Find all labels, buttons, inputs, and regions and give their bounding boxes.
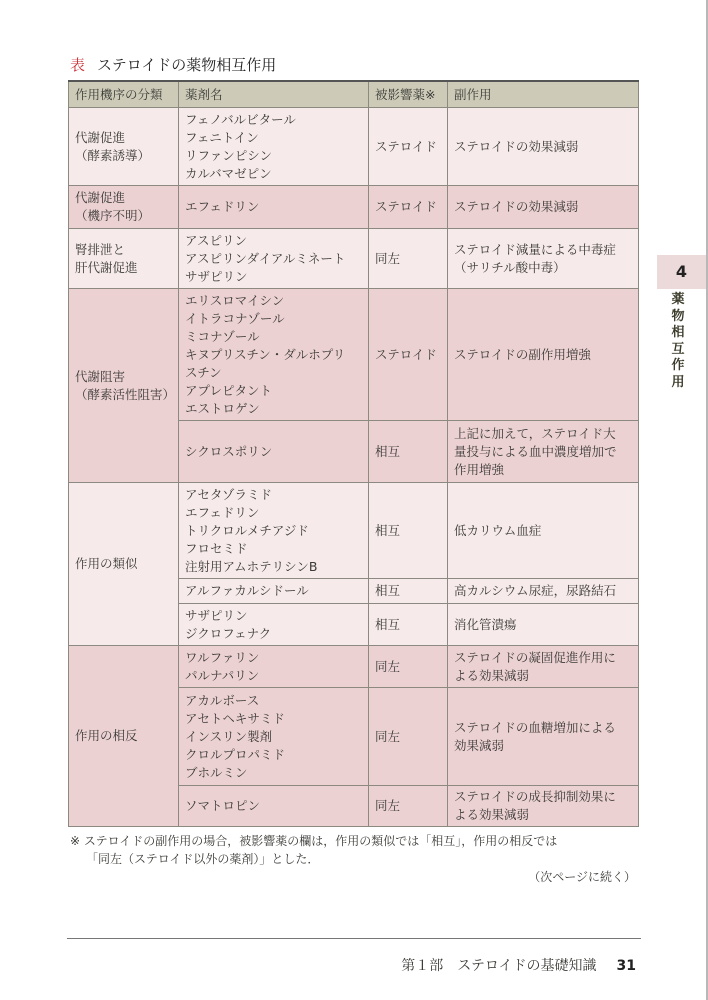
drug-name: アセタゾラミド	[185, 486, 273, 502]
drug-interaction-table	[68, 80, 639, 827]
drug-name: アスピリン	[185, 232, 248, 248]
affected-drug-cell: ステロイド	[369, 186, 448, 229]
drug-cell	[179, 483, 369, 579]
tab-char: 互	[671, 341, 685, 357]
drug-name: ワルファリン	[185, 649, 260, 665]
affected-drug-cell: 同左	[369, 688, 448, 786]
mechanism-line: 肝代謝促進	[75, 259, 138, 275]
page-number: 31	[616, 958, 636, 974]
drug-name: フロセミド	[185, 540, 248, 556]
mechanism-cell	[69, 108, 179, 186]
drug-name: アスピリンダイアルミネート	[185, 250, 346, 266]
header-effect: 副作用	[448, 81, 639, 108]
drug-name: パルナパリン	[185, 667, 260, 683]
side-effect-cell	[448, 579, 639, 604]
side-effect-cell	[448, 786, 639, 827]
affected-drug-cell: 同左	[369, 786, 448, 827]
side-effect-line: （サリチル酸中毒）	[454, 259, 566, 275]
affected-drug-cell: 同左	[369, 646, 448, 688]
mechanism-cell	[69, 646, 179, 827]
mechanism-cell	[69, 229, 179, 289]
mechanism-line: 腎排泄と	[75, 241, 126, 257]
header-drug: 薬剤名	[179, 81, 369, 108]
side-effect-line: 上記に加えて，ステロイド大	[454, 425, 616, 441]
drug-cell	[179, 688, 369, 786]
affected-drug-cell: 同左	[369, 229, 448, 289]
table-row	[69, 186, 639, 229]
drug-cell	[179, 229, 369, 289]
drug-cell	[179, 786, 369, 827]
side-effect-cell	[448, 186, 639, 229]
drug-name: エリスロマイシン	[185, 292, 285, 308]
drug-name: リファンピシン	[185, 147, 272, 163]
drug-cell	[179, 421, 369, 483]
footnote-line-1: ※ ステロイドの副作用の場合，被影響薬の欄は，作用の類似では「相互」，作用の相反では	[70, 834, 558, 848]
side-effect-line: 低カリウム血症	[454, 522, 542, 538]
drug-name: ソマトロピン	[185, 798, 261, 813]
footnote	[70, 832, 640, 868]
drug-name: サザピリン	[185, 607, 248, 623]
drug-name: アルファカルシドール	[185, 583, 309, 598]
side-effect-line: 消化管潰瘍	[454, 616, 517, 632]
drug-name: 注射用アムホテリシンB	[185, 558, 318, 574]
side-effect-cell	[448, 421, 639, 483]
drug-name: ジクロフェナク	[185, 625, 272, 641]
mechanism-line: 代謝促進	[75, 190, 126, 205]
side-effect-line: ステロイドの効果減弱	[454, 138, 579, 154]
side-effect-line: ステロイドの成長抑制効果に	[454, 789, 616, 804]
drug-name: ミコナゾール	[185, 328, 260, 344]
footnote-line-2: 「同左（ステロイド以外の薬剤）」とした．	[86, 852, 320, 866]
drug-cell	[179, 579, 369, 604]
side-effect-line: ステロイド減量による中毒症	[454, 241, 616, 257]
drug-name: アプレピタント	[185, 382, 273, 398]
table-row	[69, 646, 639, 688]
tab-char: 相	[671, 325, 685, 340]
side-effect-line: ステロイドの凝固促進作用に	[454, 649, 616, 665]
mechanism-line: （酵素活性阻害）	[75, 386, 176, 402]
side-effect-cell	[448, 688, 639, 786]
drug-name: トリクロルメチアジド	[185, 522, 309, 538]
tab-char: 作	[671, 358, 685, 373]
side-effect-line: 高カルシウム尿症，尿路結石	[454, 583, 617, 598]
drug-name: エフェドリン	[185, 504, 260, 520]
table-header-row	[69, 81, 639, 108]
drug-name: クロルプロパミド	[185, 746, 286, 762]
mechanism-line: （酵素誘導）	[75, 147, 151, 163]
drug-name: アセトヘキサミド	[185, 710, 285, 726]
mechanism-line: （機序不明）	[75, 208, 151, 223]
continued-label: （次ページに続く）	[528, 870, 636, 884]
drug-cell	[179, 646, 369, 688]
side-effect-line: 作用増強	[454, 461, 505, 477]
mechanism-cell	[69, 289, 179, 483]
mechanism-text: 作用の相反	[75, 728, 138, 743]
drug-name: フェニトイン	[185, 129, 259, 145]
header-affected: 被影響薬※	[369, 81, 448, 108]
side-effect-cell	[448, 108, 639, 186]
table-mark: 表	[70, 56, 86, 74]
side-effect-line: ステロイドの副作用増強	[454, 346, 591, 362]
table-title-text: ステロイドの薬物相互作用	[97, 56, 277, 74]
header-mechanism: 作用機序の分類	[69, 81, 179, 108]
chapter-tab-number: 4	[657, 255, 706, 289]
affected-drug-cell: ステロイド	[369, 289, 448, 421]
drug-name: サザピリン	[185, 268, 248, 284]
tab-char: 薬	[671, 292, 685, 307]
tab-char: 物	[671, 308, 685, 324]
mechanism-line: 代謝促進	[75, 129, 126, 145]
drug-cell	[179, 108, 369, 186]
drug-cell	[179, 289, 369, 421]
drug-name: エフェドリン	[185, 199, 260, 214]
mechanism-text: 作用の類似	[75, 556, 138, 571]
table-row	[69, 229, 639, 289]
page-footer	[401, 955, 636, 975]
table-row	[69, 289, 639, 421]
drug-name: シクロスポリン	[185, 443, 273, 459]
side-effect-cell	[448, 483, 639, 579]
drug-name: ブホルミン	[185, 764, 248, 780]
footer-divider	[67, 938, 641, 939]
table-row	[69, 483, 639, 579]
side-effect-cell	[448, 604, 639, 646]
tab-char: 用	[671, 374, 685, 390]
footer-section: 第１部 ステロイドの基礎知識	[401, 958, 597, 974]
drug-name: インスリン製剤	[185, 728, 273, 744]
drug-name: エストロゲン	[185, 400, 260, 416]
drug-name: カルバマゼピン	[185, 165, 272, 181]
affected-drug-cell: 相互	[369, 579, 448, 604]
mechanism-cell	[69, 186, 179, 229]
table-row	[69, 108, 639, 186]
side-effect-line: 量投与による血中濃度増加で	[454, 443, 617, 459]
affected-drug-cell: 相互	[369, 483, 448, 579]
side-effect-line: よる効果減弱	[454, 667, 530, 683]
drug-name: アカルボース	[185, 692, 260, 708]
drug-name: イトラコナゾール	[185, 310, 285, 326]
side-effect-cell	[448, 229, 639, 289]
mechanism-cell	[69, 483, 179, 646]
side-effect-cell	[448, 646, 639, 688]
drug-name: フェノバルビタール	[185, 111, 296, 127]
mechanism-line: 代謝阻害	[75, 368, 126, 384]
affected-drug-cell: ステロイド	[369, 108, 448, 186]
affected-drug-cell: 相互	[369, 421, 448, 483]
table-title	[70, 54, 276, 75]
affected-drug-cell: 相互	[369, 604, 448, 646]
side-effect-line: ステロイドの血糖増加による	[454, 719, 616, 735]
side-effect-cell	[448, 289, 639, 421]
drug-cell	[179, 604, 369, 646]
drug-name: スチン	[185, 364, 222, 380]
drug-name: キヌプリスチン・ダルホプリ	[185, 346, 346, 362]
side-effect-line: 効果減弱	[454, 737, 505, 753]
side-effect-line: ステロイドの効果減弱	[454, 199, 579, 214]
drug-cell	[179, 186, 369, 229]
side-effect-line: よる効果減弱	[454, 807, 530, 822]
chapter-tab-label	[667, 292, 689, 391]
